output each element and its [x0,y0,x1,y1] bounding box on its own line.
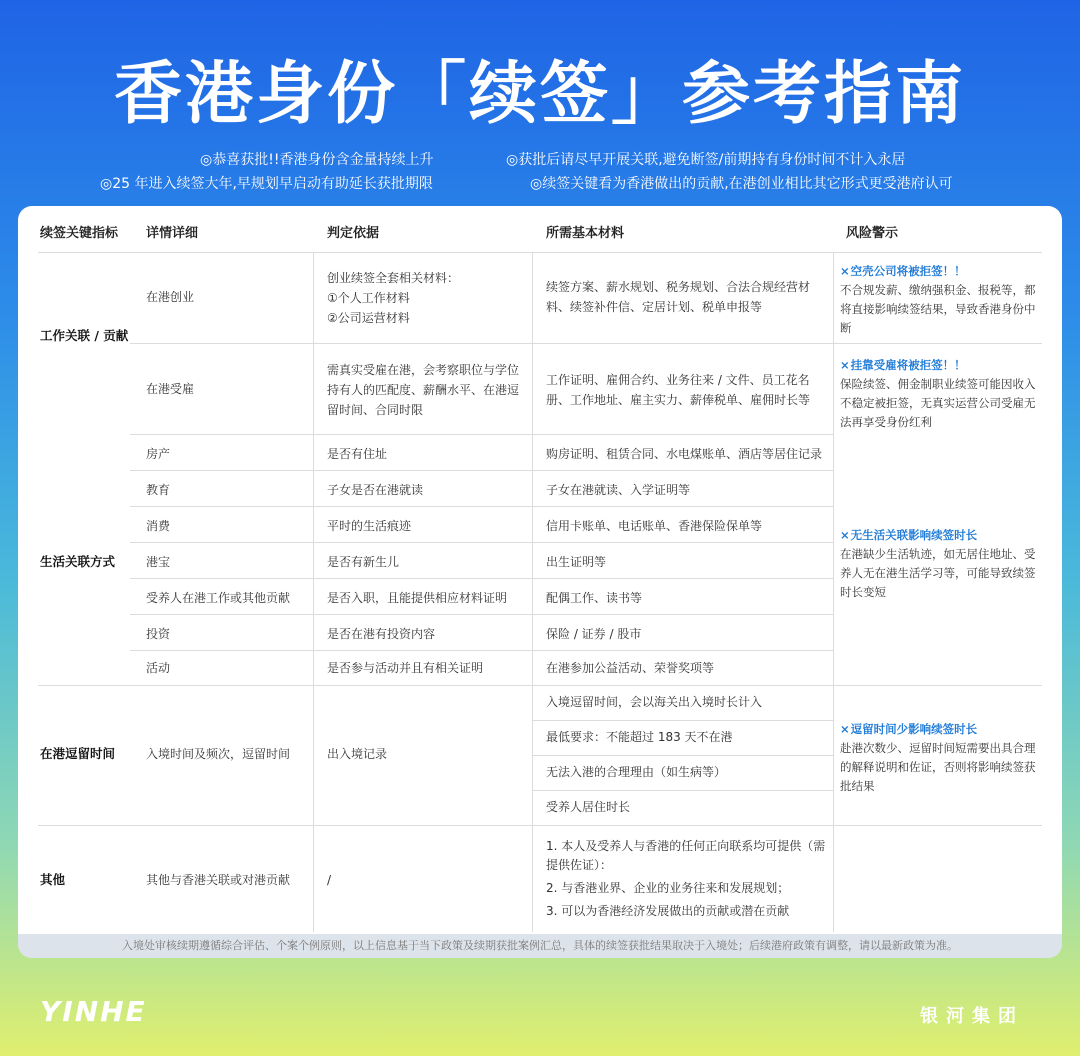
materials-investment: 保险 / 证券 / 股市 [546,627,642,641]
warning-x-icon: × [840,358,850,372]
divider [532,720,833,721]
materials-stay-1: 入境逗留时间，会以海关出入境时长计入 [546,695,763,709]
detail-baby: 港宝 [146,555,171,569]
header-indicator: 续签关键指标 [40,226,119,241]
divider [532,790,833,791]
group-work: 工作关联 / 贡献 [40,328,129,343]
guide-table [18,206,1062,958]
basis-education: 子女是否在港就读 [327,483,424,497]
divider [532,755,833,756]
divider [38,685,1042,686]
divider [313,252,314,932]
detail-startup: 在港创业 [146,290,195,304]
divider [833,252,834,932]
materials-property: 购房证明、租赁合同、水电煤账单、酒店等居住记录 [546,447,823,461]
risk-stay: ×逗留时间少影响续签时长 赴港次数少、逗留时间短需要出具合理的解释说明和佐证，否则将影响续签获批结果 [840,722,1036,793]
note-4: ◎续签关键看为香港做出的贡献,在港创业相比其它形式更受港府认可 [530,176,953,192]
detail-stay: 入境时间及频次，逗留时间 [146,747,291,761]
detail-consumption: 消费 [146,519,171,533]
header-detail: 详情详细 [146,226,199,241]
header-risk: 风险警示 [846,226,899,241]
divider [130,578,833,579]
divider [130,434,833,435]
materials-employed: 工作证明、雇佣合约、业务往来 / 文件、员工花名册、工作地址、雇主实力、薪俸税单、雇佣时长等 [546,373,811,407]
detail-education: 教育 [146,483,171,497]
divider [38,825,1042,826]
divider [532,252,533,932]
divider [130,542,833,543]
basis-investment: 是否在港有投资内容 [327,627,436,641]
basis-employed: 需真实受雇在港，会考察职位与学位持有人的匹配度、薪酬水平、在港逗留时间、合同时限 [327,363,520,417]
disclaimer: 入境处审核续期遵循综合评估、个案个例原则，以上信息基于当下政策及续期获批案例汇总，具体的续签获批结果取决于入境处；后续港府政策有调整，请以最新政策为准。 [18,934,1062,958]
warning-x-icon: × [840,722,850,736]
basis-consumption: 平时的生活痕迹 [327,519,412,533]
basis-property: 是否有住址 [327,447,388,461]
note-2: ◎获批后请尽早开展关联,避免断签/前期持有身份时间不计入永居 [506,152,906,168]
risk-life: ×无生活关联影响续签时长 在港缺少生活轨迹，如无居住地址、受养人无在港生活学习等，可能导致续签时长变短 [840,528,1036,599]
materials-education: 子女在港就读、入学证明等 [546,483,691,497]
group-stay: 在港逗留时间 [40,746,116,761]
detail-employed: 在港受雇 [146,382,195,396]
detail-activity: 活动 [146,661,171,675]
divider [130,470,833,471]
materials-baby: 出生证明等 [546,555,607,569]
header-materials: 所需基本材料 [546,226,625,241]
warning-x-icon: × [840,264,850,278]
divider [38,252,1042,253]
risk-affiliated: ×挂靠受雇将被拒签！！ 保险续签、佣金制职业续签可能因收入不稳定被拒签，无真实运营公司受雇无法再享受身份红利 [840,358,1036,429]
risk-shell: ×空壳公司将被拒签！！ 不合规发薪、缴纳强积金、报税等，都将直接影响续签结果，导致香港身份中断 [840,264,1036,335]
materials-stay-3: 无法入港的合理理由（如生病等） [546,765,727,779]
materials-activity: 在港参加公益活动、荣誉奖项等 [546,661,715,675]
divider [130,343,1042,344]
basis-dependant: 是否入职，且能提供相应材料证明 [327,591,508,605]
basis-startup: 创业续签全套相关材料： ①个人工作材料 ②公司运营材料 [327,271,460,325]
basis-baby: 是否有新生儿 [327,555,400,569]
warning-x-icon: × [840,528,850,542]
detail-investment: 投资 [146,627,171,641]
materials-startup: 续签方案、薪水规划、税务规划、合法合规经营材料、续签补件信、定居计划、税单申报等 [546,280,811,314]
basis-other: / [327,873,332,887]
divider [130,506,833,507]
detail-dependant: 受养人在港工作或其他贡献 [146,591,291,605]
divider [130,650,833,651]
basis-activity: 是否参与活动并且有相关证明 [327,661,484,675]
group-life: 生活关联方式 [40,554,116,569]
note-3: ◎25 年进入续签大年,早规划早启动有助延长获批期限 [100,176,433,192]
divider [130,614,833,615]
materials-stay-4: 受养人居住时长 [546,800,631,814]
header-basis: 判定依据 [327,226,380,241]
note-1: ◎恭喜获批!!香港身份含金量持续上升 [200,152,434,168]
group-other: 其他 [40,872,66,887]
page-title: 香港身份「续签」参考指南 [113,55,966,134]
basis-stay: 出入境记录 [327,747,388,761]
materials-stay-2: 最低要求：不能超过 183 天不在港 [546,730,733,744]
materials-other: 1. 本人及受养人与香港的任何正向联系均可提供（需提供佐证）： 2. 与香港业界、企业的业务往来和发展规划； 3. 可以为香港经济发展做出的贡献或潜在贡献 [546,839,826,918]
brand-name: 银河集团 [920,1006,1024,1027]
yinhe-logo: YINHE [40,995,147,1028]
materials-consumption: 信用卡账单、电话账单、香港保险保单等 [546,519,763,533]
detail-property: 房产 [146,447,171,461]
detail-other: 其他与香港关联或对港贡献 [146,873,291,887]
materials-dependant: 配偶工作、读书等 [546,591,643,605]
